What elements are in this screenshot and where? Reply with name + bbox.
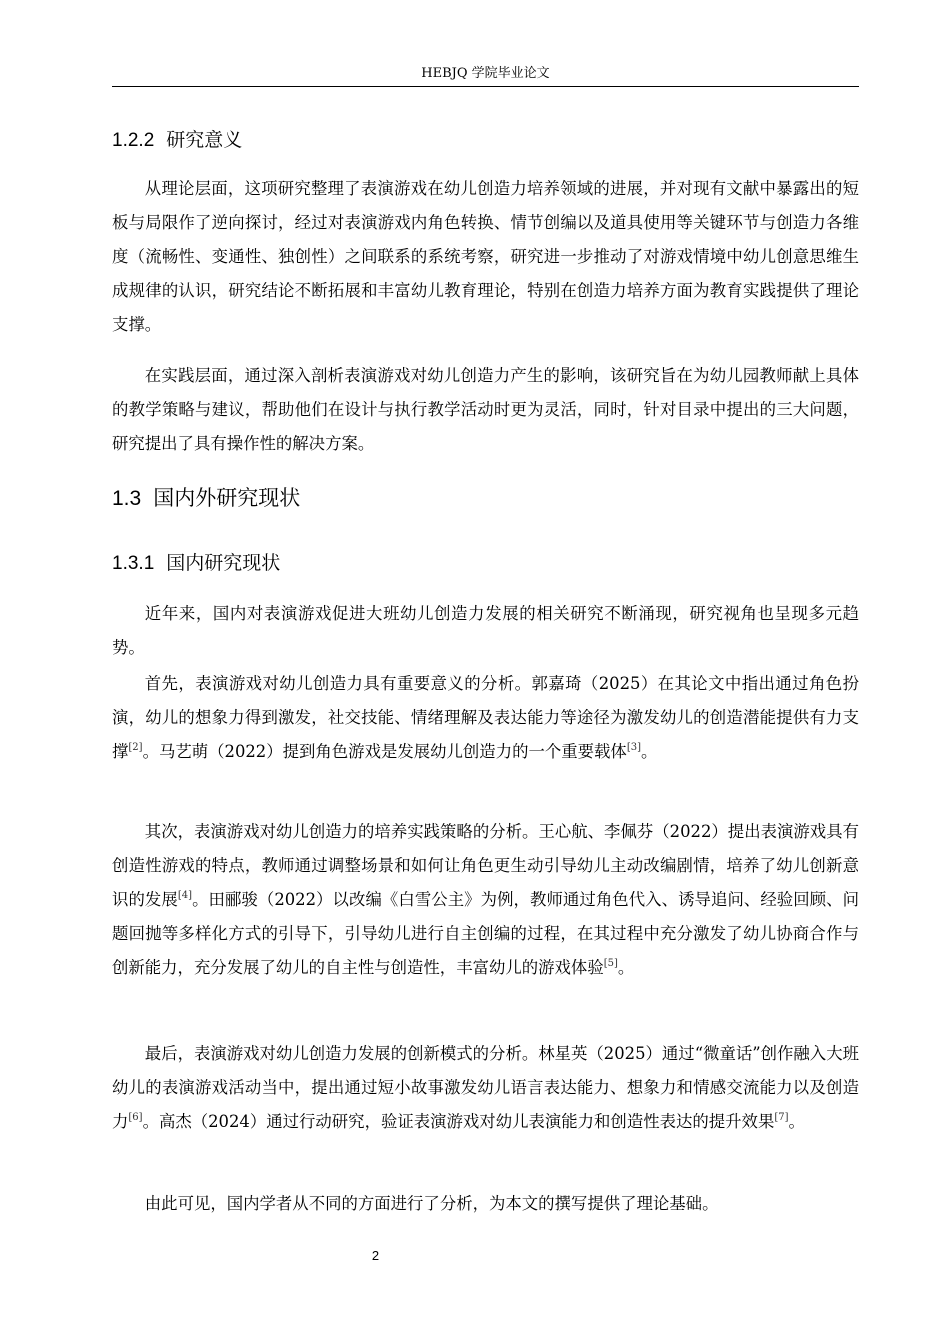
paragraph-domestic-second	[112, 815, 859, 985]
citation-ref: [2]	[128, 742, 143, 753]
text-run: 。	[788, 1112, 805, 1131]
heading-number: 1.3	[112, 487, 142, 510]
text-run: 。高杰（2024）通过行动研究，验证表演游戏对幼儿表演能力和创造性表达的提升效果	[142, 1112, 775, 1131]
citation-ref: [7]	[774, 1112, 789, 1123]
heading-title: 国内研究现状	[166, 552, 281, 574]
heading-number: 1.3.1	[112, 553, 155, 574]
citation-ref: [6]	[128, 1112, 143, 1123]
citation-ref: [3]	[626, 742, 641, 753]
paragraph-practice-significance: 在实践层面，通过深入剖析表演游戏对幼儿创造力产生的影响，该研究旨在为幼儿园教师献上具体的教学策略与建议，帮助他们在设计与执行教学活动时更为灵活，同时，针对目录中提出的三大问题，研究提出了具有操作性的解决方案。	[112, 366, 859, 453]
heading-1-3-1	[112, 550, 280, 577]
citation-ref: [4]	[177, 890, 192, 901]
text-run: 首先，表演游戏对幼儿创造力具有重要意义的分析。郭嘉琦（2025）在其论文中指出通过角色扮演，幼儿的想象力得到激发，社交技能、情绪理解及表达能力等途径为激发幼儿的创造潜能提供有力支撑	[112, 674, 859, 761]
paragraph-domestic-third	[112, 1037, 859, 1139]
heading-number: 1.2.2	[112, 130, 155, 151]
text-run: 。田郦骏（2022）以改编《白雪公主》为例，教师通过角色代入、诱导追问、经验回顾、问题回抛等多样化方式的引导下，引导幼儿进行自主创编的过程，在其过程中充分激发了幼儿协商合作与创新能力，充分发展了幼儿的自主性与创造性，丰富幼儿的游戏体验	[112, 890, 860, 977]
page-number: 2	[371, 1248, 380, 1263]
running-header: HEBJQ 学院毕业论文	[112, 64, 859, 87]
paragraph-theory-significance: 从理论层面，这项研究整理了表演游戏在幼儿创造力培养领域的进展，并对现有文献中暴露出的短板与局限作了逆向探讨，经过对表演游戏内角色转换、情节创编以及道具使用等关键环节与创造力各维度（流畅性、变通性、独创性）之间联系的系统考察，研究进一步推动了对游戏情境中幼儿创意思维生成规律的认识，研究结论不断拓展和丰富幼儿教育理论，特别在创造力培养方面为教育实践提供了理论支撑。	[112, 179, 859, 334]
text-run: 其次，表演游戏对幼儿创造力的培养实践策略的分析。王心航、李佩芬（2022）提出表演游戏具有创造性游戏的特点，教师通过调整场景和如何让角色更生动引导幼儿主动改编剧情，培养了幼儿创新意识的发展	[112, 822, 859, 909]
paragraph-domestic-summary: 由此可见，国内学者从不同的方面进行了分析，为本文的撰写提供了理论基础。	[144, 1194, 719, 1213]
heading-title: 国内外研究现状	[153, 486, 301, 510]
text-run: 。	[617, 958, 635, 977]
citation-ref: [5]	[603, 958, 618, 969]
text-run: 。马艺萌（2022）提到角色游戏是发展幼儿创造力的一个重要载体	[142, 742, 627, 761]
text-run: 最后，表演游戏对幼儿创造力发展的创新模式的分析。林星英（2025）通过“微童话”创作融入大班幼儿的表演游戏活动当中，提出通过短小故事激发幼儿语言表达能力、想象力和情感交流能力以及创造力	[112, 1044, 859, 1131]
heading-1-3	[112, 484, 300, 513]
heading-title: 研究意义	[166, 129, 243, 151]
paragraph-domestic-intro: 近年来，国内对表演游戏促进大班幼儿创造力发展的相关研究不断涌现，研究视角也呈现多元趋势。	[112, 604, 859, 657]
heading-1-2-2	[112, 127, 242, 154]
text-run: 。	[641, 742, 658, 761]
paragraph-domestic-first	[112, 667, 859, 769]
